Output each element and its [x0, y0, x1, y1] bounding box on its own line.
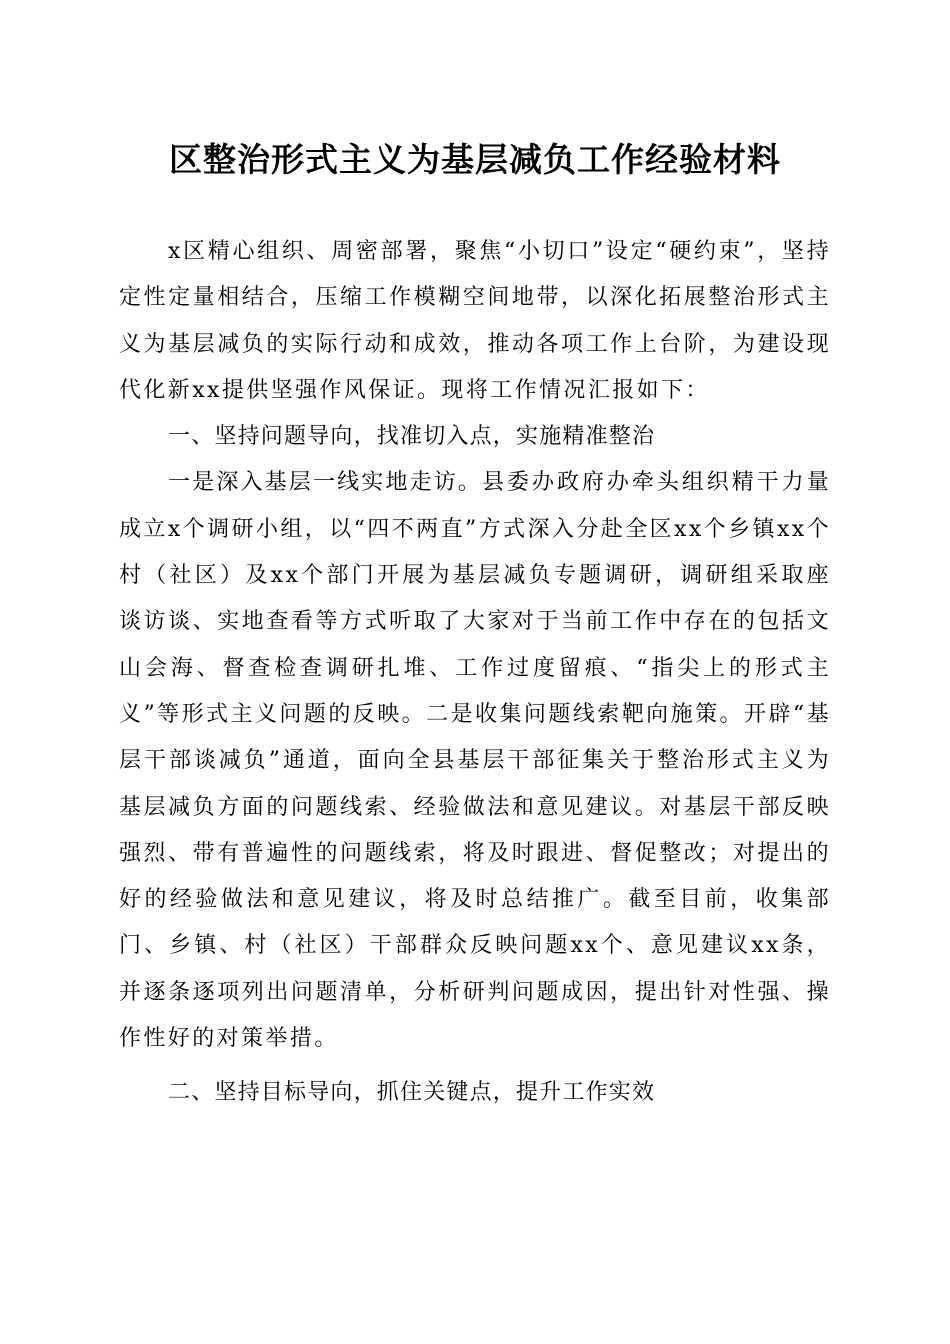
- document-body: [119, 229, 831, 1117]
- section-1-lead-sentence: 一是深入基层一线实地走访。: [168, 470, 483, 496]
- section-1-paragraph: [119, 460, 831, 1062]
- intro-paragraph: x区精心组织、周密部署，聚焦“小切口”设定“硬约束”，坚持定性定量相结合，压缩工作模糊空间地带，以深化拓展整治形式主义为基层减负的实际行动和成效，推动各项工作上台阶，为建设现代化新xx提供坚强作风保证。现将工作情况汇报如下：: [119, 239, 831, 403]
- document-title: 区整治形式主义为基层减负工作经验材料: [169, 140, 781, 179]
- section-heading-1: 一、坚持问题导向，找准切入点，实施精准整治: [168, 424, 656, 450]
- section-heading-2: 二、坚持目标导向，抓住关键点，提升工作实效: [168, 1080, 656, 1106]
- section-1-body-text: 县委办政府办牵头组织精干力量成立x个调研小组，以“四不两直”方式深入分赴全区xx个乡镇xx个村（社区）及xx个部门开展为基层减负专题调研，调研组采取座谈访谈、实地查看等方式听取了大家对于当前工作中存在的包括文山会海、督查检查调研扎堆、工作过度留痕、“指尖上的形式主义”等形式主义问题的反映。二是收集问题线索靶向施策。开辟“基层干部谈减负”通道，面向全县基层干部征集关于整治形式主义为基层减负方面的问题线索、经验做法和意见建议。对基层干部反映强烈、带有普遍性的问题线索，将及时跟进、督促整改；对提出的好的经验做法和意见建议，将及时总结推广。截至目前，收集部门、乡镇、村（社区）干部群众反映问题xx个、意见建议xx条，并逐条逐项列出问题清单，分析研判问题成因，提出针对性强、操作性好的对策举措。: [119, 470, 831, 1052]
